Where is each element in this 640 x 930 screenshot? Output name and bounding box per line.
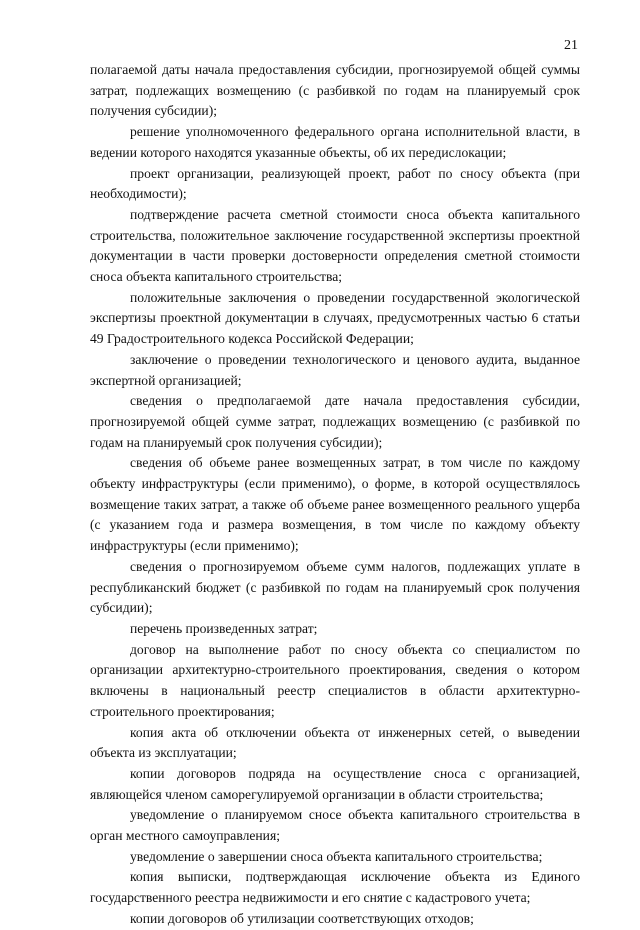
paragraph-continuation: полагаемой даты начала предоставления субсидии, прогнозируемой общей суммы затрат, подлежащих возмещению (с разбивкой по годам на планируемый срок получения субсидии);: [90, 62, 580, 119]
paragraph-subsidy-date: сведения о предполагаемой дате начала предоставления субсидии, прогнозируемой общей сумме затрат, подлежащих возмещению (с разбивкой по годам на планируемый срок получения субсидии);: [90, 393, 580, 450]
page-number: 21: [564, 38, 578, 53]
paragraph-registry-extract: копия выписки, подтверждающая исключение объекта из Единого государственного реестра недвижимости и его снятие с кадастрового учета;: [90, 869, 580, 906]
paragraph-disconnection-act: копия акта об отключении объекта от инженерных сетей, о выведении объекта из эксплуатации;: [90, 724, 580, 761]
paragraph-waste-disposal: копии договоров об утилизации соответствующих отходов;: [130, 910, 474, 926]
paragraph-planned-demolition-notice: уведомление о планируемом сносе объекта капитального строительства в орган местного самоуправления;: [90, 807, 580, 844]
paragraph-contractor-agreements: копии договоров подряда на осуществление сноса с организацией, являющейся членом саморегулируемой организации в области строительства;: [90, 765, 580, 802]
paragraph-audit-conclusion: заключение о проведении технологического и ценового аудита, выданное экспертной организацией;: [90, 351, 580, 388]
paragraph-federal-decision: решение уполномоченного федерального органа исполнительной власти, в ведении которого находятся указанные объекты, об их передислокации;: [90, 124, 580, 160]
paragraph-demolition-project: проект организации, реализующей проект, работ по сносу объекта (при необходимости);: [90, 165, 580, 202]
paragraph-specialist-contract: договор на выполнение работ по сносу объекта со специалистом по организации архитектурно-строительного проектирования, сведения о котором включены в национальный реестр специалистов в области архитектурно-строительного проектирования;: [90, 641, 580, 719]
paragraph-previous-compensation: сведения об объеме ранее возмещенных затрат, в том числе по каждому объекту инфраструктуры (если применимо), о форме, в которой осуществлялось возмещение таких затрат, а также об объеме ранее возмещенного реального ущерба (с указанием года и размера возмещения, в том числе по каждому объекту инфраструктуры (если применимо);: [90, 455, 580, 554]
document-body: [90, 60, 580, 930]
paragraph-cost-confirmation: подтверждение расчета сметной стоимости сноса объекта капитального строительства, положительное заключение государственной экспертизы проектной документации в части проверки достоверности определения сметной стоимости сноса объекта капитального строительства;: [90, 206, 580, 285]
paragraph-tax-forecast: сведения о прогнозируемом объеме сумм налогов, подлежащих уплате в республиканский бюджет (с разбивкой по годам на планируемый срок получения субсидии);: [90, 558, 580, 616]
paragraph-completion-notice: уведомление о завершении сноса объекта капитального строительства;: [130, 848, 543, 864]
paragraph-ecological-expertise: положительные заключения о проведении государственной экологической экспертизы проектной документации в случаях, предусмотренных частью 6 статьи 49 Градостроительного кодекса Российской Федерации;: [90, 289, 580, 347]
paragraph-cost-list: перечень произведенных затрат;: [130, 620, 318, 636]
